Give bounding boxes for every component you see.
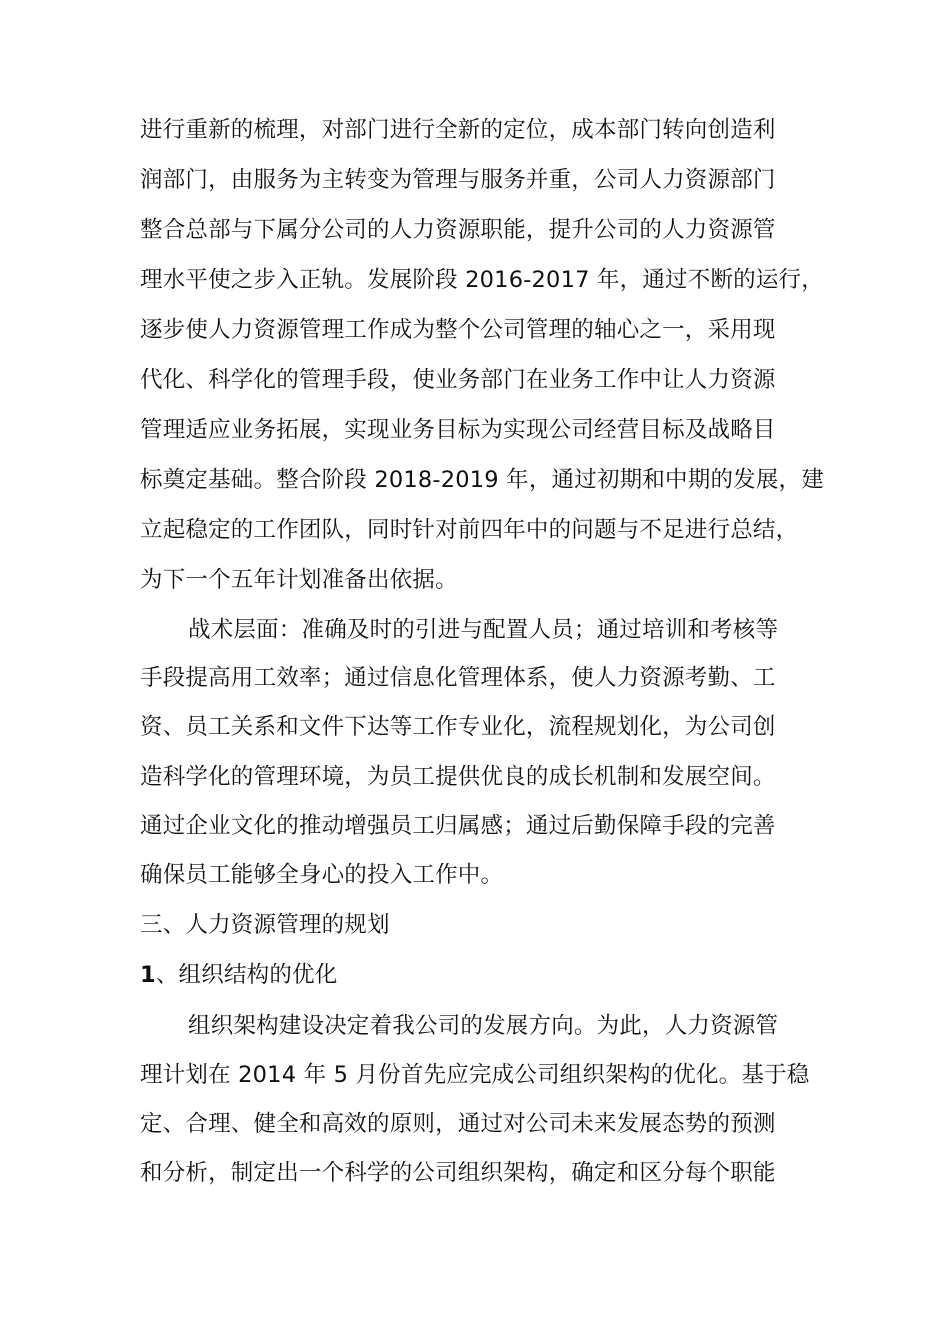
text-line: 手段提高用工效率；通过信息化管理体系，使人力资源考勤、工 bbox=[140, 665, 776, 691]
text-line: 确保员工能够全身心的投入工作中。 bbox=[140, 862, 504, 888]
text-line: 整合总部与下属分公司的人力资源职能，提升公司的人力资源管 bbox=[140, 217, 776, 243]
text-line: 通过企业文化的推动增强员工归属感；通过后勤保障手段的完善 bbox=[140, 813, 776, 839]
text-line: 立起稳定的工作团队，同时针对前四年中的问题与不足进行总结， bbox=[140, 517, 799, 543]
text-line: 为下一个五年计划准备出依据。 bbox=[140, 567, 458, 593]
text-line: 造科学化的管理环境，为员工提供优良的成长机制和发展空间。 bbox=[140, 764, 776, 790]
text-line: 理水平使之步入正轨。发展阶段 2016-2017 年，通过不断的运行， bbox=[140, 267, 824, 293]
text-line: 润部门，由服务为主转变为管理与服务并重，公司人力资源部门 bbox=[140, 167, 776, 193]
section-heading: 三、人力资源管理的规划 bbox=[140, 912, 390, 938]
text-line: 进行重新的梳理，对部门进行全新的定位，成本部门转向创造利 bbox=[140, 117, 776, 143]
text-line: 管理适应业务拓展，实现业务目标为实现公司经营目标及战略目 bbox=[140, 417, 776, 443]
text-line: 资、员工关系和文件下达等工作专业化，流程规划化，为公司创 bbox=[140, 714, 776, 740]
subsection-number: 1 bbox=[140, 962, 156, 988]
subsection-heading bbox=[140, 960, 337, 990]
text-line: 组织架构建设决定着我公司的发展方向。为此，人力资源管 bbox=[188, 1013, 779, 1039]
text-line: 逐步使人力资源管理工作成为整个公司管理的轴心之一，采用现 bbox=[140, 317, 776, 343]
text-line: 理计划在 2014 年 5 月份首先应完成公司组织架构的优化。基于稳 bbox=[140, 1062, 810, 1088]
text-line: 和分析，制定出一个科学的公司组织架构，确定和区分每个职能 bbox=[140, 1160, 776, 1186]
text-line: 战术层面：准确及时的引进与配置人员；通过培训和考核等 bbox=[188, 617, 779, 643]
text-line: 代化、科学化的管理手段，使业务部门在业务工作中让人力资源 bbox=[140, 367, 776, 393]
text-line: 定、合理、健全和高效的原则，通过对公司未来发展态势的预测 bbox=[140, 1111, 776, 1137]
subsection-title: 、组织结构的优化 bbox=[155, 962, 338, 988]
text-line: 标奠定基础。整合阶段 2018-2019 年，通过初期和中期的发展，建 bbox=[140, 467, 824, 493]
